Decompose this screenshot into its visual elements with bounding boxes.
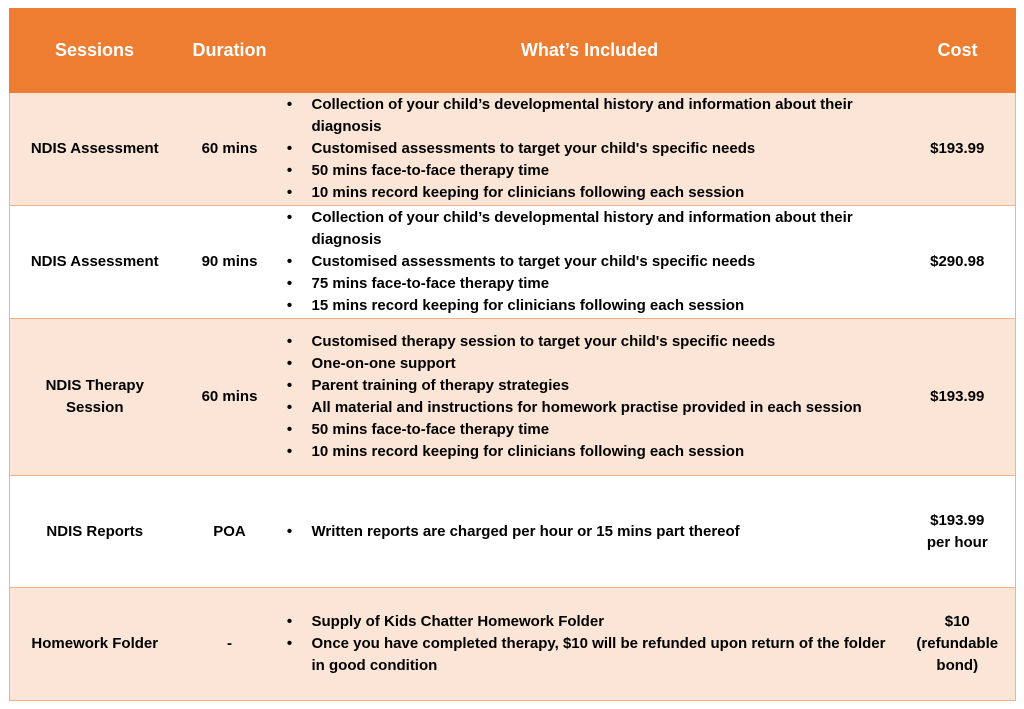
bullet-icon: •	[286, 443, 293, 460]
list-item-text: 50 mins face-to-face therapy time	[311, 421, 550, 438]
duration-cell: POA	[180, 476, 280, 588]
included-cell	[280, 206, 900, 319]
list-item	[280, 397, 900, 419]
list-item	[280, 295, 900, 317]
included-cell	[280, 476, 900, 588]
list-item-text: Customised assessments to target your child's specific needs	[311, 253, 756, 270]
cost-line: $193.99	[930, 511, 985, 529]
duration-cell: 60 mins	[180, 319, 280, 476]
list-item	[280, 353, 900, 375]
included-cell	[280, 588, 900, 701]
header-row	[10, 9, 1016, 93]
cost-line: $193.99	[930, 140, 985, 157]
list-item	[280, 251, 900, 273]
cost-cell	[900, 588, 1016, 701]
list-item	[280, 207, 900, 251]
list-item-text: Collection of your child’s developmental history and information about their diagnosis	[311, 96, 853, 135]
cost-line: $290.98	[930, 253, 985, 270]
list-item	[280, 273, 900, 295]
list-item-text: Customised therapy session to target your child's specific needs	[311, 333, 776, 350]
bullet-icon: •	[286, 140, 293, 157]
bullet-icon: •	[286, 162, 293, 179]
bullet-icon: •	[286, 421, 293, 438]
bullet-icon: •	[286, 184, 293, 201]
header-sessions: Sessions	[10, 9, 180, 93]
cost-line: bond)	[936, 657, 979, 674]
table-row	[10, 319, 1016, 476]
list-item	[280, 94, 900, 138]
list-item-text: One-on-one support	[311, 355, 456, 372]
included-list	[280, 331, 900, 463]
bullet-icon: •	[286, 613, 293, 630]
cost-line: $193.99	[930, 388, 985, 405]
header-whats-included: What’s Included	[280, 9, 900, 93]
list-item-text: Once you have completed therapy, $10 will be refunded upon return of the folder in good condition	[311, 635, 886, 674]
list-item-text: 10 mins record keeping for clinicians following each session	[311, 443, 745, 460]
list-item-text: Customised assessments to target your child's specific needs	[311, 140, 756, 157]
bullet-icon: •	[286, 275, 293, 292]
list-item-text: 15 mins record keeping for clinicians following each session	[311, 297, 745, 314]
bullet-icon: •	[286, 399, 293, 416]
duration-cell: -	[180, 588, 280, 701]
session-cell	[10, 319, 180, 476]
list-item-text: 75 mins face-to-face therapy time	[311, 275, 550, 292]
bullet-icon: •	[286, 253, 293, 270]
list-item-text: Collection of your child’s developmental history and information about their diagnosis	[311, 209, 853, 248]
session-cell: NDIS Reports	[10, 476, 180, 588]
pricing-table	[9, 8, 1016, 701]
list-item	[280, 331, 900, 353]
cost-line: per hour	[926, 533, 988, 551]
included-list	[280, 94, 900, 204]
cost-cell	[900, 93, 1016, 206]
included-list	[280, 207, 900, 317]
list-item	[280, 419, 900, 441]
list-item-text: 50 mins face-to-face therapy time	[311, 162, 550, 179]
cost-cell	[900, 319, 1016, 476]
session-cell: NDIS Assessment	[10, 206, 180, 319]
bullet-icon: •	[286, 522, 293, 540]
session-cell: Homework Folder	[10, 588, 180, 701]
table-row	[10, 206, 1016, 319]
bullet-icon: •	[286, 635, 293, 652]
list-item-text: Written reports are charged per hour or 15 mins part thereof	[311, 522, 740, 540]
header-duration: Duration	[180, 9, 280, 93]
list-item	[280, 441, 900, 463]
table-row	[10, 93, 1016, 206]
bullet-icon: •	[286, 297, 293, 314]
bullet-icon: •	[286, 209, 293, 226]
list-item-text: Supply of Kids Chatter Homework Folder	[311, 613, 605, 630]
session-cell: NDIS Assessment	[10, 93, 180, 206]
duration-cell: 90 mins	[180, 206, 280, 319]
table-row	[10, 476, 1016, 588]
list-item	[280, 521, 900, 543]
table-row	[10, 588, 1016, 701]
list-item	[280, 182, 900, 204]
list-item-text: Parent training of therapy strategies	[311, 377, 570, 394]
list-item	[280, 160, 900, 182]
list-item-text: All material and instructions for homework practise provided in each session	[311, 399, 862, 416]
bullet-icon: •	[286, 377, 293, 394]
pricing-table-container	[9, 8, 1015, 701]
list-item	[280, 633, 900, 677]
included-cell	[280, 93, 900, 206]
session-label: NDIS Therapy Session	[45, 377, 144, 416]
bullet-icon: •	[286, 96, 293, 113]
included-list	[280, 611, 900, 677]
cost-line: (refundable	[916, 635, 999, 652]
included-cell	[280, 319, 900, 476]
cost-cell	[900, 476, 1016, 588]
list-item	[280, 138, 900, 160]
included-list	[280, 521, 900, 543]
duration-cell: 60 mins	[180, 93, 280, 206]
bullet-icon: •	[286, 333, 293, 350]
list-item	[280, 611, 900, 633]
bullet-icon: •	[286, 355, 293, 372]
list-item-text: 10 mins record keeping for clinicians following each session	[311, 184, 745, 201]
cost-cell	[900, 206, 1016, 319]
list-item	[280, 375, 900, 397]
cost-line: $10	[944, 613, 970, 630]
header-cost: Cost	[900, 9, 1016, 93]
